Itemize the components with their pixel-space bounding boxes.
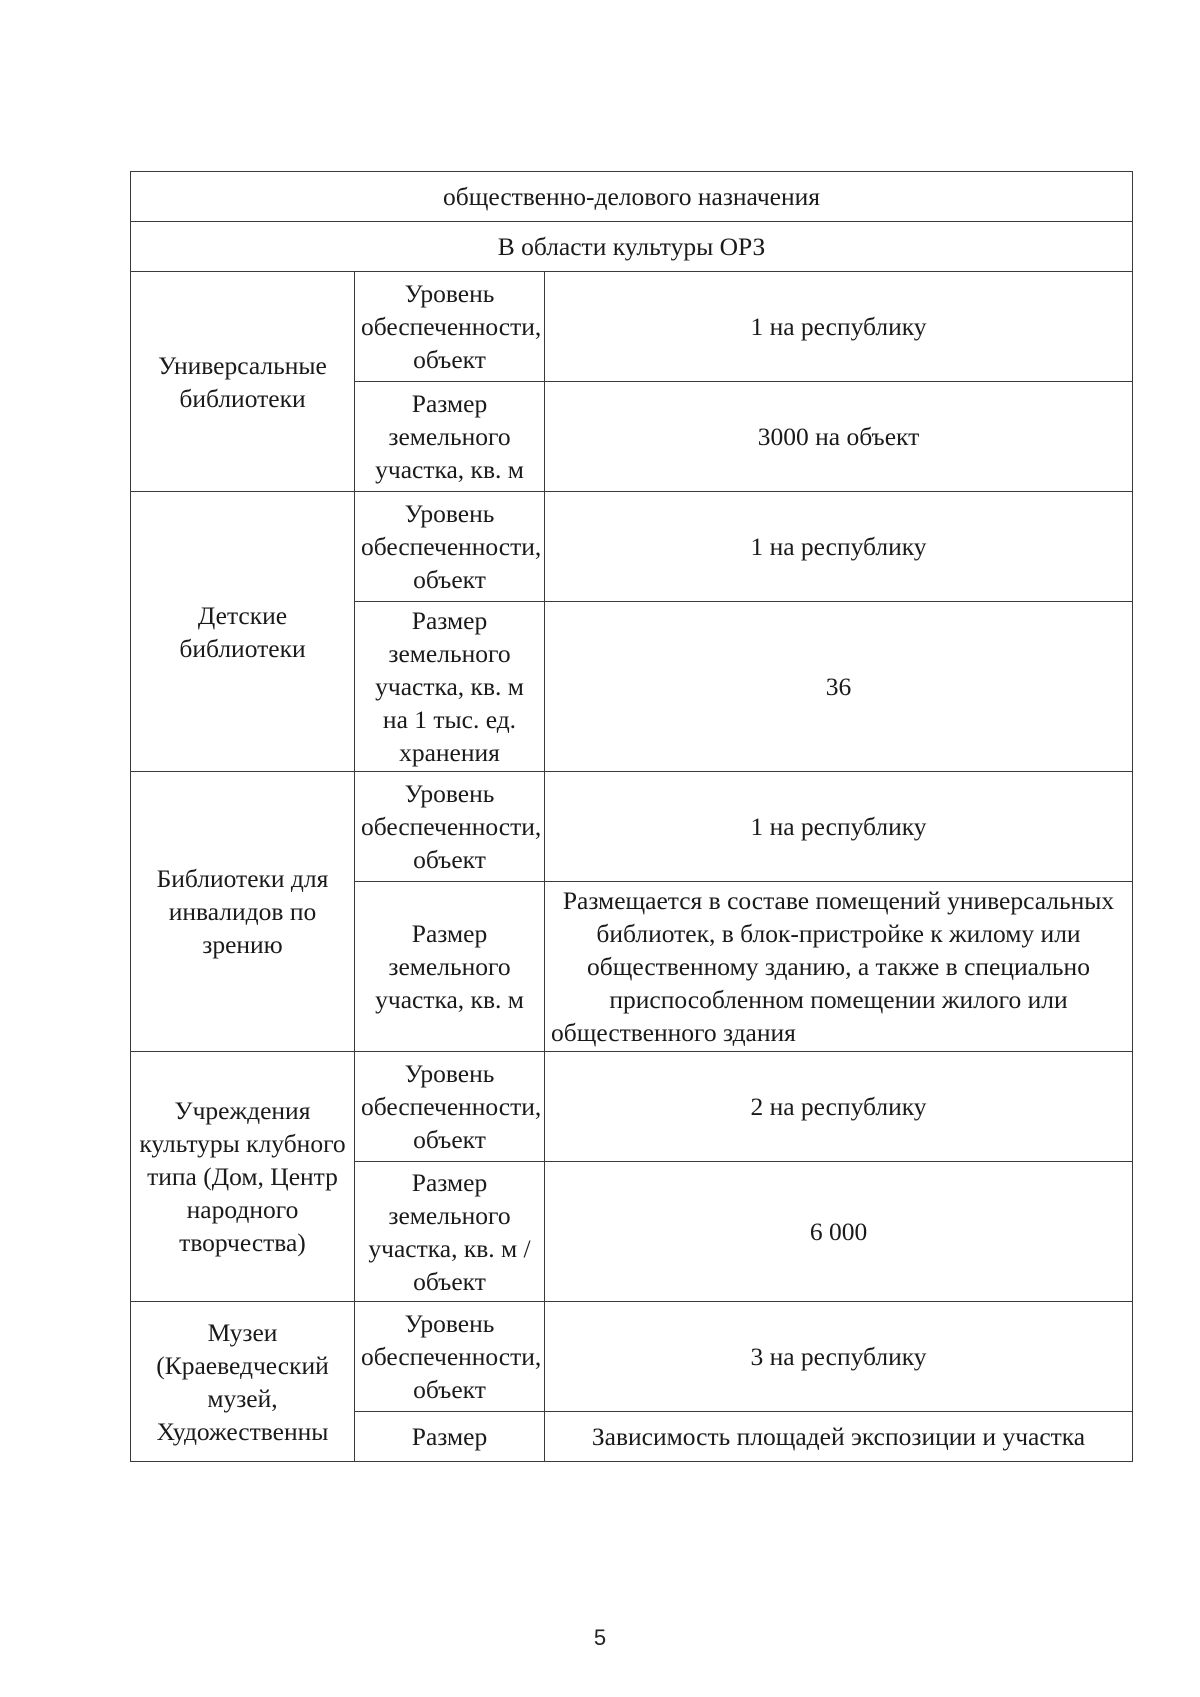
param-value-cell: 1 на республику bbox=[545, 492, 1133, 602]
param-label-cell: Уровень обеспеченности, объект bbox=[355, 772, 545, 882]
param-value-cell: Размещается в составе помещений универсальных библиотек, в блок-пристройке к жилому или общественному зданию, а также в специально приспособленном помещении жилого или общественного здания bbox=[545, 882, 1133, 1052]
param-value-cell: 1 на республику bbox=[545, 272, 1133, 382]
facility-name-cell: Учреждения культуры клубного типа (Дом, Центр народного творчества) bbox=[131, 1052, 355, 1302]
param-value-cell: 36 bbox=[545, 602, 1133, 772]
param-label-cell: Размер земельного участка, кв. м на 1 тыс. ед. хранения bbox=[355, 602, 545, 772]
table-row bbox=[131, 272, 1133, 382]
table-row bbox=[131, 492, 1133, 602]
facility-name-cell: Универсальные библиотеки bbox=[131, 272, 355, 492]
table-row-header bbox=[131, 172, 1133, 222]
param-label-cell: Размер bbox=[355, 1412, 545, 1462]
param-label-cell: Уровень обеспеченности, объект bbox=[355, 1302, 545, 1412]
page-number: 5 bbox=[593, 1625, 607, 1650]
param-label-cell: Размер земельного участка, кв. м bbox=[355, 882, 545, 1052]
section-title-cell: В области культуры ОРЗ bbox=[131, 222, 1133, 272]
param-value-cell: Зависимость площадей экспозиции и участка bbox=[545, 1412, 1133, 1462]
param-label-cell: Размер земельного участка, кв. м bbox=[355, 382, 545, 492]
table-row bbox=[131, 1052, 1133, 1162]
norms-table bbox=[130, 171, 1133, 1462]
facility-name-cell: Библиотеки для инвалидов по зрению bbox=[131, 772, 355, 1052]
facility-name-cell: Детские библиотеки bbox=[131, 492, 355, 772]
table-row-section bbox=[131, 222, 1133, 272]
header-cell: общественно-делового назначения bbox=[131, 172, 1133, 222]
param-label-cell: Уровень обеспеченности, объект bbox=[355, 1052, 545, 1162]
facility-name-cell: Музеи (Краеведческий музей, Художественны bbox=[131, 1302, 355, 1462]
param-label-cell: Размер земельного участка, кв. м / объект bbox=[355, 1162, 545, 1302]
param-value-cell: 3000 на объект bbox=[545, 382, 1133, 492]
param-value-cell: 2 на республику bbox=[545, 1052, 1133, 1162]
table-row bbox=[131, 772, 1133, 882]
param-value-cell: 1 на республику bbox=[545, 772, 1133, 882]
table-row bbox=[131, 1302, 1133, 1412]
param-label-cell: Уровень обеспеченности, объект bbox=[355, 272, 545, 382]
param-label-cell: Уровень обеспеченности, объект bbox=[355, 492, 545, 602]
param-value-cell: 3 на республику bbox=[545, 1302, 1133, 1412]
param-value-cell: 6 000 bbox=[545, 1162, 1133, 1302]
